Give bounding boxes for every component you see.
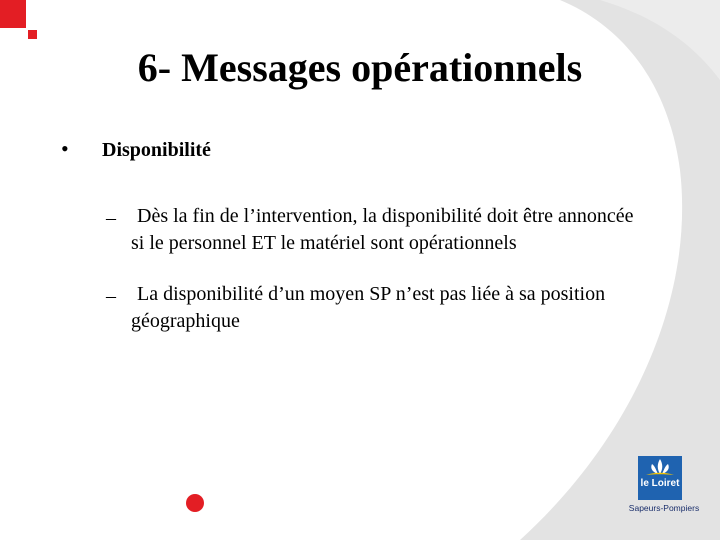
- corner-square-small: [28, 30, 37, 39]
- logo-brand-text: le Loiret: [640, 478, 680, 489]
- logo-caption: Sapeurs-Pompiers: [628, 503, 700, 513]
- bullet-marker: •: [61, 136, 69, 161]
- sub-item-1-line-2: si le personnel ET le matériel sont opérationnels: [131, 232, 517, 254]
- corner-square-large: [0, 0, 26, 28]
- sub-bullet-dash: –: [106, 207, 116, 229]
- sub-item-1-line-1: Dès la fin de l’intervention, la disponibilité doit être annoncée: [137, 205, 634, 227]
- bullet-label: Disponibilité: [102, 139, 211, 161]
- sub-item-2-line-1: La disponibilité d’un moyen SP n’est pas liée à sa position: [137, 283, 606, 305]
- loiret-logo: [628, 456, 700, 520]
- sub-bullet-dash: –: [106, 285, 116, 307]
- sub-item-1: [131, 203, 701, 257]
- lily-icon: [638, 456, 682, 480]
- red-dot-decoration: [186, 494, 204, 512]
- sub-item-2: [131, 281, 701, 335]
- sub-item-2-line-2: géographique: [131, 310, 240, 332]
- slide-title: 6- Messages opérationnels: [137, 45, 583, 90]
